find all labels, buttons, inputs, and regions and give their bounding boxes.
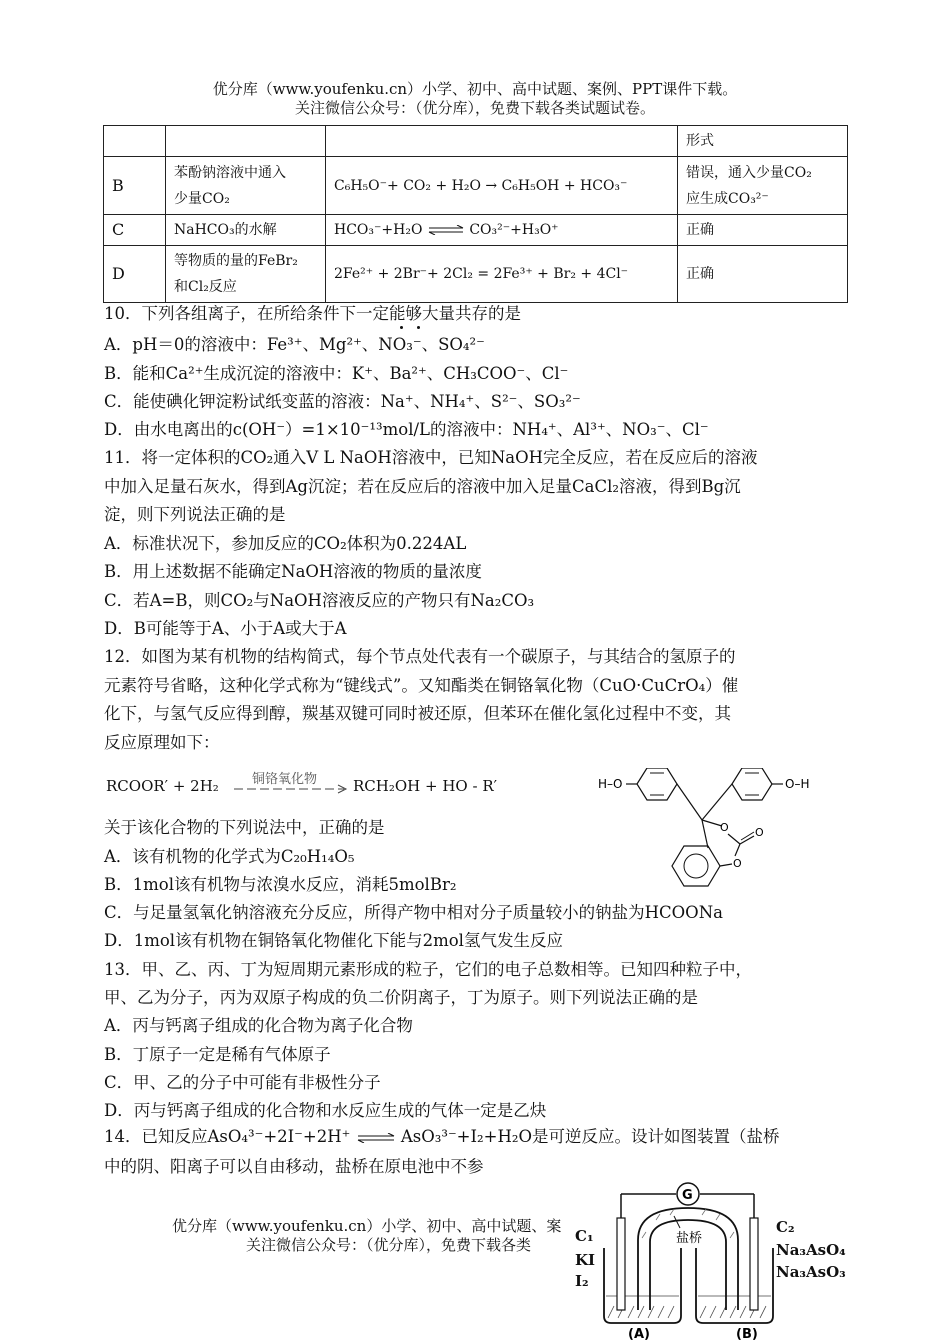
beaker-b-label: (B) xyxy=(736,1327,758,1340)
table-cell: 苯酚钠溶液中通入 少量CO₂ xyxy=(166,157,326,215)
q11-option-d: D．B可能等于A、小于A或大于A xyxy=(104,619,347,638)
q11-option-b: B．用上述数据不能确定NaOH溶液的物质的量浓度 xyxy=(104,562,482,581)
page-footer-line1: 优分库（www.youfenku.cn）小学、初中、高中试题、案 xyxy=(172,1217,562,1235)
struct-o1: O xyxy=(720,821,729,834)
q13-option-c: C．甲、乙的分子中可能有非极性分子 xyxy=(104,1073,381,1092)
option-label: B xyxy=(104,157,166,215)
q12-option-b: B．1mol该有机物与浓溴水反应，消耗5molBr₂ xyxy=(104,875,457,894)
q10-option-a: A．pH＝0的溶液中：Fe³⁺、Mg²⁺、NO₃⁻、SO₄²⁻ xyxy=(104,335,485,354)
q10-option-b: B．能和Ca²⁺生成沉淀的溶液中：K⁺、Ba²⁺、CH₃COO⁻、Cl⁻ xyxy=(104,364,569,383)
q13-option-a: A．丙与钙离子组成的化合物为离子化合物 xyxy=(104,1016,413,1035)
electrode-c1 xyxy=(617,1218,625,1310)
catalyst-label: 铜铬氧化物 xyxy=(252,772,318,787)
solution-ki-label: KI xyxy=(575,1251,596,1269)
electrode-c2 xyxy=(750,1218,758,1310)
q13-option-b: B．丁原子一定是稀有气体原子 xyxy=(104,1045,331,1064)
table-cell: 正确 xyxy=(678,246,848,303)
struct-ho-left: H–O xyxy=(598,777,623,791)
q10-stem: 10．下列各组离子，在所给条件下一定能够大量共存的是 xyxy=(104,304,521,323)
reaction-arrow-icon xyxy=(232,783,350,795)
q11-option-c: C．若A=B，则CO₂与NaOH溶液反应的产物只有Na₂CO₃ xyxy=(104,591,535,610)
q12-stem-line1: 12．如图为某有机物的结构简式，每个节点处代表有一个碳原子，与其结合的氢原子的 xyxy=(104,647,736,666)
solution-na3aso4-label: Na₃AsO₄ xyxy=(776,1241,846,1259)
page-header-line1: 优分库（www.youfenku.cn）小学、初中、高中试题、案例、PPT课件下载。 xyxy=(212,80,738,98)
q12-question: 关于该化合物的下列说法中，正确的是 xyxy=(104,818,385,837)
table-cell: 错误，通入少量CO₂ 应生成CO₃²⁻ xyxy=(678,157,848,215)
table-cell: 正确 xyxy=(678,215,848,246)
emphasis-dot xyxy=(400,326,403,329)
q12-option-a: A．该有机物的化学式为C₂₀H₁₄O₅ xyxy=(104,847,355,866)
q13-stem-line1: 13．甲、乙、丙、丁为短周期元素形成的粒子，它们的电子总数相等。已知四种粒子中， xyxy=(104,960,752,979)
reaction-left: RCOOR′ + 2H₂ xyxy=(106,777,219,795)
q14-stem-line1: 14．已知反应AsO₄³⁻+2I⁻+2H⁺ AsO₃³⁻+I₂+H₂O是可逆反应。设计如图装置（盐桥 xyxy=(104,1127,780,1146)
beaker-a-label: (A) xyxy=(628,1327,650,1340)
table-row xyxy=(104,246,848,303)
option-label: C xyxy=(104,215,166,246)
table-row xyxy=(104,215,848,246)
option-label: D xyxy=(104,246,166,303)
q12-stem-line3: 化下，与氢气反应得到醇，羰基双键可同时被还原，但苯环在催化氢化过程中不变，其 xyxy=(104,704,731,723)
page-footer-line2: 关注微信公众号：（优分库），免费下载各类 xyxy=(246,1236,532,1254)
q10-option-c: C．能使碘化钾淀粉试纸变蓝的溶液：Na⁺、NH₄⁺、S²⁻、SO₃²⁻ xyxy=(104,392,581,411)
q12-stem-line4: 反应原理如下： xyxy=(104,733,220,752)
q11-option-a: A．标准状况下，参加反应的CO₂体积为0.224AL xyxy=(104,534,467,553)
electrode-c2-label: C₂ xyxy=(776,1218,795,1236)
table-cell: 形式 xyxy=(678,126,848,157)
q14-stem-line2: 中的阴、阳离子可以自由移动，盐桥在原电池中不参 xyxy=(104,1157,484,1176)
q13-stem-line2: 甲、乙为分子，丙为双原子构成的负二价阴离子，丁为原子。则下列说法正确的是 xyxy=(104,988,698,1007)
q12-stem-line2: 元素符号省略，这种化学式称为“键线式”。又知酯类在铜铬氧化物（CuO·CuCrO₄）催 xyxy=(104,676,739,695)
skeletal-structure-diagram xyxy=(590,768,820,898)
reaction-right: RCH₂OH + HO - R′ xyxy=(353,777,498,795)
galvanometer-label: G xyxy=(682,1188,693,1203)
equilibrium-arrow-icon xyxy=(427,225,465,235)
salt-bridge-label: 盐桥 xyxy=(676,1231,703,1246)
q10-option-d: D．由水电离出的c(OH⁻）=1×10⁻¹³mol/L的溶液中：NH₄⁺、Al³⁺、NO₃⁻、Cl⁻ xyxy=(104,420,709,439)
q13-option-d: D．丙与钙离子组成的化合物和水反应生成的气体一定是乙炔 xyxy=(104,1101,547,1120)
galvanic-cell-diagram xyxy=(596,1178,786,1340)
q12-option-c: C．与足量氢氧化钠溶液充分反应，所得产物中相对分子质量较小的钠盐为HCOONa xyxy=(104,903,723,922)
table-cell: C₆H₅O⁻+ CO₂ + H₂O → C₆H₅OH + HCO₃⁻ xyxy=(326,157,678,215)
emphasis-dot xyxy=(417,326,420,329)
table-cell: NaHCO₃的水解 xyxy=(166,215,326,246)
table-row xyxy=(104,126,848,157)
table-row xyxy=(104,157,848,215)
electrode-c1-label: C₁ xyxy=(575,1227,594,1245)
struct-o3: O xyxy=(733,857,742,870)
q11-stem-line2: 中加入足量石灰水，得到Ag沉淀；若在反应后的溶液中加入足量CaCl₂溶液，得到Bg沉 xyxy=(104,477,741,496)
q12-option-d: D．1mol该有机物在铜铬氧化物催化下能与2mol氢气发生反应 xyxy=(104,931,563,950)
struct-o2: O xyxy=(755,826,764,839)
table-cell: HCO₃⁻+H₂O CO₃²⁻+H₃O⁺ xyxy=(326,215,678,246)
ion-equation-table xyxy=(103,125,848,303)
struct-oh-right: O–H xyxy=(785,777,810,791)
page-header-line2: 关注微信公众号：（优分库），免费下载各类试题试卷。 xyxy=(294,99,655,117)
q11-stem-line3: 淀，则下列说法正确的是 xyxy=(104,505,286,524)
equilibrium-arrow-icon xyxy=(356,1133,396,1143)
solution-i2-label: I₂ xyxy=(575,1272,589,1290)
table-cell: 等物质的量的FeBr₂ 和Cl₂反应 xyxy=(166,246,326,303)
solution-na3aso3-label: Na₃AsO₃ xyxy=(776,1263,846,1281)
q11-stem-line1: 11．将一定体积的CO₂通入V L NaOH溶液中，已知NaOH完全反应，若在反应后的溶液 xyxy=(104,448,758,467)
table-cell: 2Fe²⁺ + 2Br⁻+ 2Cl₂ = 2Fe³⁺ + Br₂ + 4Cl⁻ xyxy=(326,246,678,303)
